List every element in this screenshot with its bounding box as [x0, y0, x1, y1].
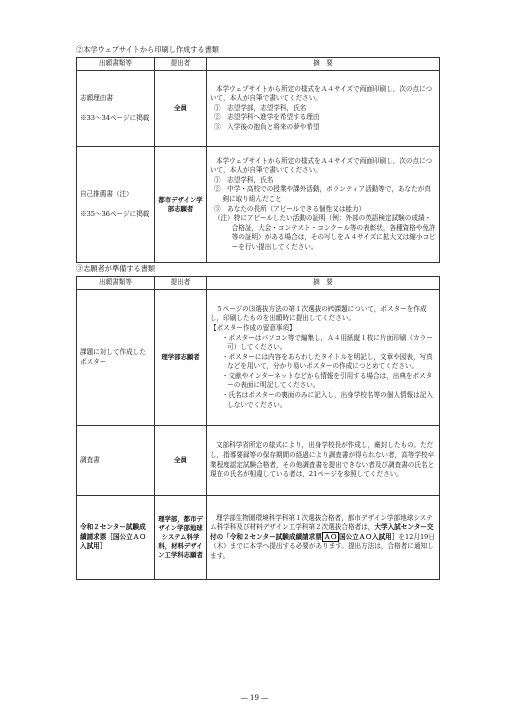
- table-header-row: [77, 277, 440, 290]
- summary-text-a: 理学部生物圏環境科学科第１次選抜合格者，都市デザイン学部地球システム科学科及び材料デザイン工学科第２次選抜合格者は，: [210, 513, 433, 532]
- section-2-title: ②本学ウェブサイトから印刷し作成する書類: [76, 45, 219, 54]
- header-submitter: 提出者: [155, 277, 207, 290]
- header-summary: 摘 要: [207, 277, 440, 290]
- header-summary: 摘 要: [207, 58, 440, 71]
- ao-boxed-label: ＡＯ: [323, 532, 338, 541]
- header-submitter: 提出者: [155, 58, 207, 71]
- summary-text-d: を12月19日（木）までに本学へ提出する必要があります。提出方法は，合格者に通知します。: [210, 532, 435, 560]
- summary-bullet: ・文献やインターネットなどから情報を引用する場合は，出典をポスターの表面に明記してください。: [221, 371, 433, 390]
- summary-cell: [207, 496, 440, 580]
- doc-ref: ※35～36ページに掲載: [80, 209, 150, 218]
- doc-name: 志願理由書: [80, 93, 113, 102]
- summary-bullet: ・氏名はポスターの裏面のみに記入し，出身学校名等の個人情報は記入しないでください。: [221, 391, 433, 409]
- summary-item: ① 志望学部，志望学科，氏名: [213, 103, 307, 112]
- summary-text-c: 国公立ＡＯ入試用］: [339, 532, 399, 541]
- table-header-row: [77, 58, 440, 71]
- section-3-title: ③志願者が準備する書類: [76, 264, 156, 273]
- summary-text: [210, 514, 436, 562]
- summary-bullet: ・ポスターには内容をあらわしたタイトルを明記し，文章や図表，写真などを用いて，分かり易いポスターの作成につとめてください。: [221, 352, 433, 371]
- section-2-table: [76, 57, 440, 263]
- summary-item: ② 志望学科へ進学を希望する理由: [213, 113, 320, 122]
- doc-cell: 調査書: [77, 426, 155, 496]
- doc-cell: 課題に対して作成したポスター: [77, 290, 155, 426]
- submitter-cell: 都市デザイン学部志願者: [155, 147, 207, 263]
- doc-name: 自己推薦書（注）: [80, 189, 133, 198]
- table-row: [77, 496, 440, 580]
- submitter-cell: 全員: [155, 426, 207, 496]
- summary-text: 文部科学省所定の様式により，出身学校長が作成し，厳封したもの。ただし，指導要録等の保存期間の経過により調査書が得られない者，高等学校卒業程度認定試験合格者，その他調査書を提出できない者及び調査書の氏名と現在の氏名が相違している者は，21ページを参照してください。: [210, 441, 435, 479]
- doc-ref: ※33～34ページに掲載: [80, 113, 150, 122]
- summary-bullet: ・ポスターはパソコン等で編集し，Ａ４用紙縦１枚に片面印刷（カラー可）してください。: [221, 333, 433, 352]
- summary-note: （注）特にアピールしたい活動の証明（例：外部の英語検定試験の成績・合格証，大会・コンテスト・コンクール等の表彰状，各種資格や免許等の証明）がある場合は，その写しをＡ４サイズに拡大又は縮小コピーを行い提出してください。: [213, 214, 436, 251]
- summary-intro: ５ページの⑶選抜方法の第１次選抜の㈹課題について，ポスターを作成し，印刷したものを出願時に提出してください。: [210, 304, 427, 323]
- header-doc: 出願書類等: [77, 277, 155, 290]
- page-number: ― 19 ―: [240, 694, 269, 702]
- submitter-cell: 理学部志願者: [155, 290, 207, 426]
- table-row: [77, 71, 440, 147]
- summary-heading: 【ポスター作成の留意事項】: [210, 323, 296, 332]
- summary-item: ③ 入学後の抱負と将来の夢や希望: [213, 122, 320, 131]
- header-doc: 出願書類等: [77, 58, 155, 71]
- summary-cell: [207, 147, 440, 263]
- doc-cell: [77, 71, 155, 147]
- table-row: [77, 290, 440, 426]
- doc-cell: 令和２センター試験成績請求票［国公立ＡＯ入試用］: [77, 496, 155, 580]
- summary-cell: [207, 290, 440, 426]
- table-row: [77, 426, 440, 496]
- summary-item: ② 中学・高校での授業や課外活動，ボランティア活動等で，あなたが真剣に取り組んだこと: [213, 185, 431, 203]
- summary-intro: 本学ウェブサイトから所定の様式をＡ４サイズで両面印刷し，次の点について，本人が自筆で書いてください。: [210, 84, 433, 103]
- table-row: [77, 147, 440, 263]
- summary-cell: [207, 426, 440, 496]
- doc-cell: [77, 147, 155, 263]
- submitter-cell: 理学部，都市デザイン学部地球システム科学科，材料デザイン工学科志願者: [155, 496, 207, 580]
- summary-item: ① 志望学科，氏名: [213, 175, 274, 184]
- summary-intro: 本学ウェブサイトから所定の様式をＡ４サイズで両面印刷し，次の点について，本人が自筆で書いてください。: [210, 156, 433, 175]
- summary-cell: [207, 71, 440, 147]
- summary-item: ③ あなたの長所（アピールできる個性又は能力）: [213, 204, 366, 213]
- summary-text-b: 大学入試センター交付の「令和２センター試験成績請求票: [210, 523, 434, 541]
- section-3-table: [76, 276, 440, 580]
- submitter-cell: 全員: [155, 71, 207, 147]
